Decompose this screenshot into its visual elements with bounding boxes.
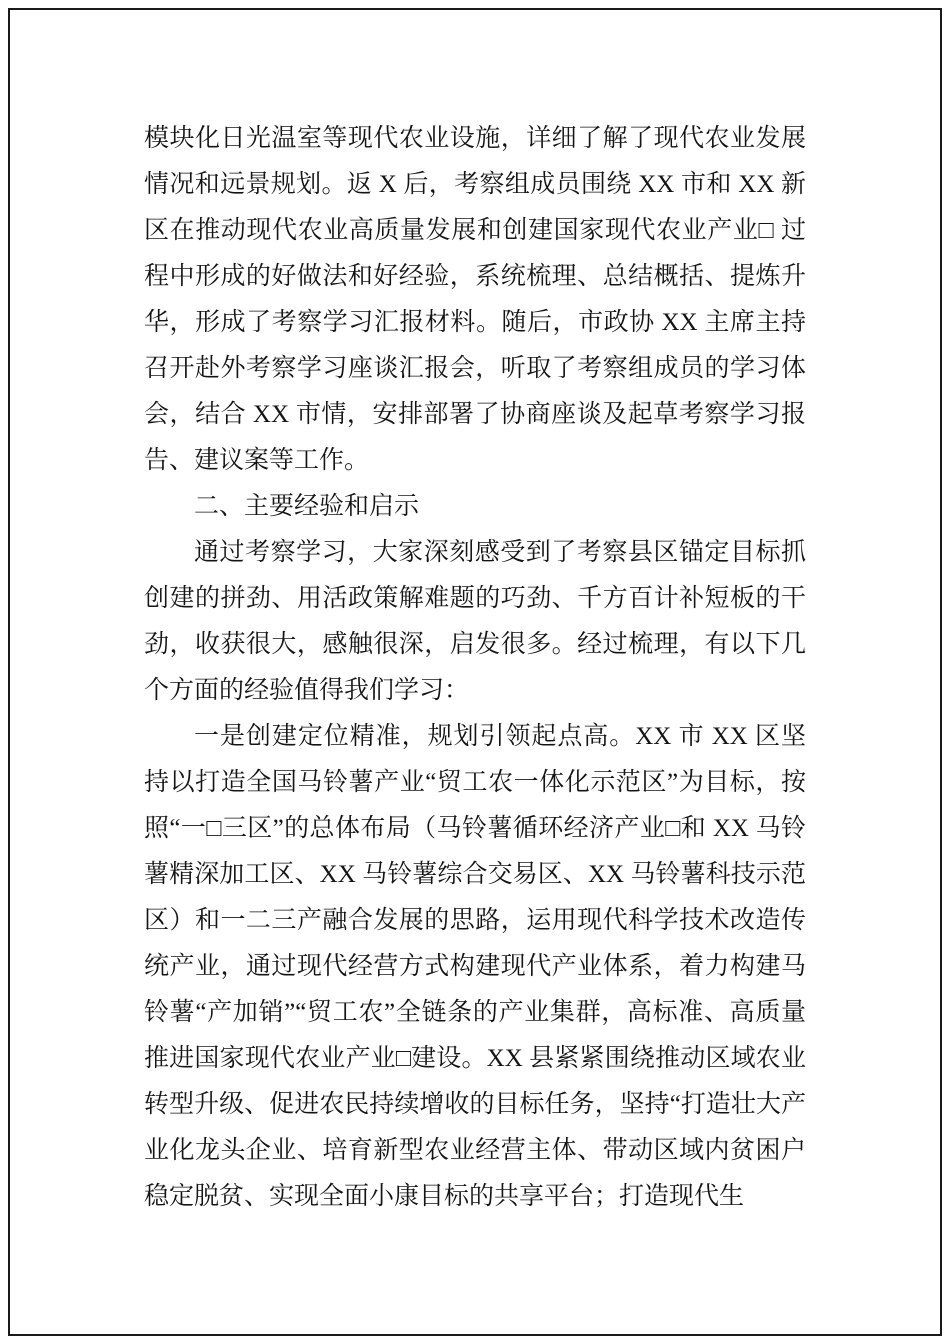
- paragraph: 通过考察学习，大家深刻感受到了考察县区锚定目标抓创建的拼劲、用活政策解难题的巧劲、千方百计补短板的干劲，收获很大，感触很深，启发很多。经过梳理，有以下几个方面的经验值得我们学习：: [144, 539, 806, 704]
- paragraph-continuation: 模块化日光温室等现代农业设施，详细了解了现代农业发展情况和远景规划。返 X 后，考察组成员围绕 XX 市和 XX 新区在推动现代农业高质量发展和创建国家现代农业产业□ 过程中形成的好做法和好经验，系统梳理、总结概括、提炼升华，形成了考察学习汇报材料。随后，市政协 XX 主席主持召开赴外考察学习座谈汇报会，听取了考察组成员的学习体会，结合 XX 市情，安排部署了协商座谈及起草考察学习报告、建议案等工作。: [144, 125, 806, 474]
- document-content: [144, 116, 806, 1220]
- paragraph: 一是创建定位精准，规划引领起点高。XX 市 XX 区坚持以打造全国马铃薯产业“贸工农一体化示范区”为目标，按照“一□三区”的总体布局（马铃薯循环经济产业□和 XX 马铃薯精深加工区、XX 马铃薯综合交易区、XX 马铃薯科技示范区）和一二三产融合发展的思路，运用现代科学技术改造传统产业，通过现代经营方式构建现代产业体系，着力构建马铃薯“产加销”“贸工农”全链条的产业集群，高标准、高质量推进国家现代农业产业□建设。XX 县紧紧围绕推动区域农业转型升级、促进农民持续增收的目标任务，坚持“打造壮大产业化龙头企业、培育新型农业经营主体、带动区域内贫困户稳定脱贫、实现全面小康目标的共享平台；打造现代生: [144, 723, 806, 1210]
- section-heading: 二、主要经验和启示: [194, 493, 420, 520]
